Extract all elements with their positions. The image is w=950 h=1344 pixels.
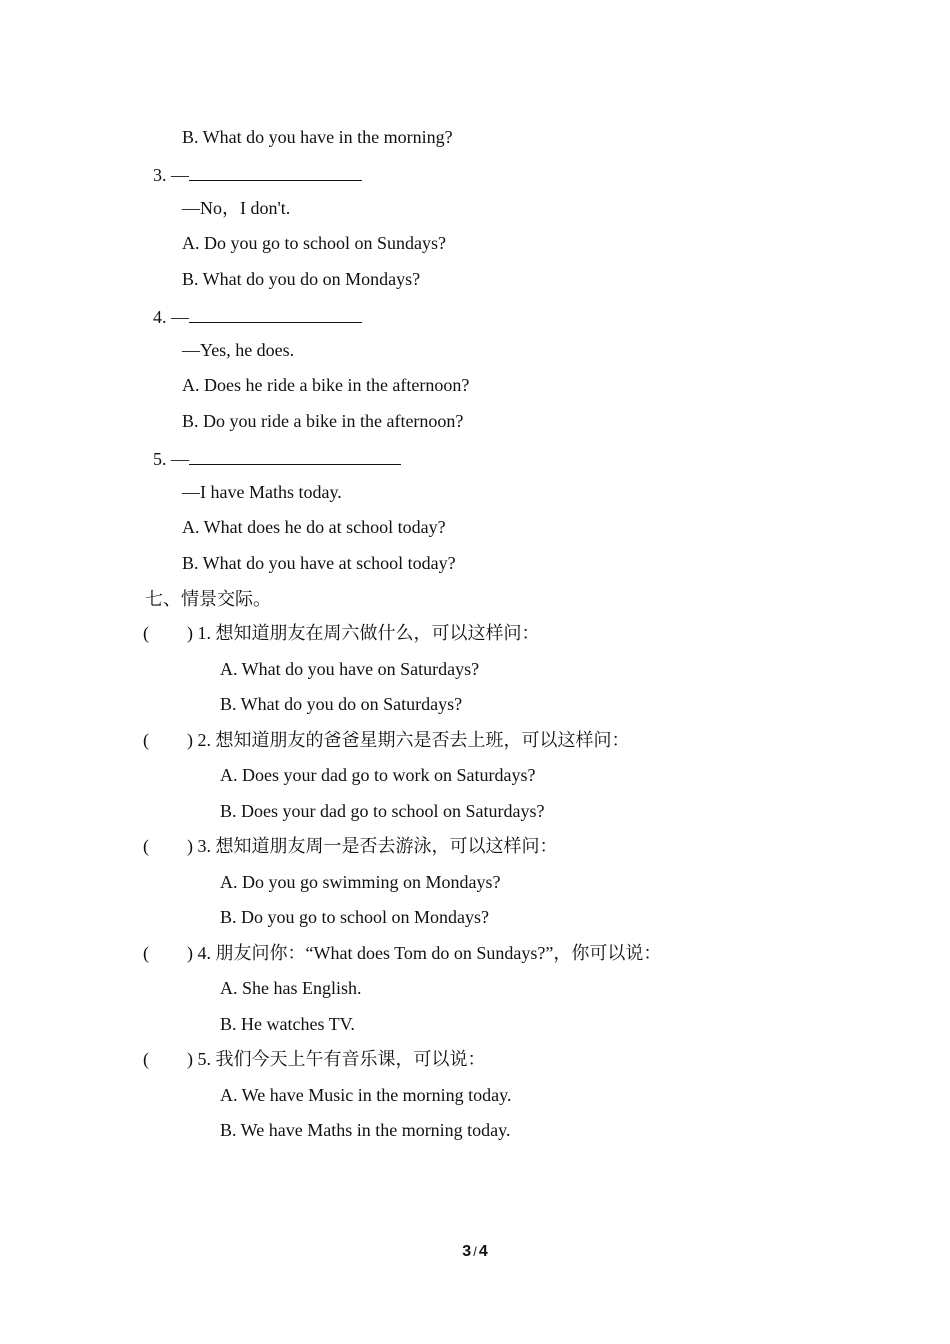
option-text: B. Do you go to school on Mondays?: [220, 907, 489, 927]
option-text: B. He watches TV.: [220, 1014, 355, 1034]
answer-blank[interactable]: [189, 446, 401, 465]
question-5: [153, 446, 401, 470]
option-text: B. We have Maths in the morning today.: [220, 1120, 511, 1140]
answer-blank[interactable]: [189, 162, 362, 181]
page-separator: /: [473, 1244, 477, 1259]
option-text: A. Does he ride a bike in the afternoon?: [182, 375, 470, 395]
section-heading: 七、情景交际。: [145, 589, 271, 609]
question-number: 3. —: [153, 165, 189, 185]
option-text: A. We have Music in the morning today.: [220, 1085, 512, 1105]
question-4: [153, 304, 362, 328]
reply-text: —I have Maths today.: [182, 482, 342, 502]
total-pages: 4: [478, 1243, 488, 1260]
question-label: ) 1. 想知道朋友在周六做什么，可以这样问：: [187, 623, 540, 643]
option-text: B. Does your dad go to school on Saturdays?: [220, 801, 545, 821]
current-page: 3: [462, 1243, 472, 1260]
answer-paren[interactable]: (: [143, 836, 149, 856]
option-text: A. Do you go swimming on Mondays?: [220, 872, 501, 892]
answer-paren[interactable]: (: [143, 730, 149, 750]
answer-paren[interactable]: (: [143, 943, 149, 963]
option-text: A. What does he do at school today?: [182, 517, 446, 537]
question-label: ) 2. 想知道朋友的爸爸星期六是否去上班，可以这样问：: [187, 730, 630, 750]
reply-text: —Yes, he does.: [182, 340, 295, 360]
option-text: A. Do you go to school on Sundays?: [182, 233, 446, 253]
option-text: B. What do you have in the morning?: [182, 127, 453, 147]
page-number: [0, 1243, 950, 1261]
answer-paren[interactable]: (: [143, 1049, 149, 1069]
option-text: A. What do you have on Saturdays?: [220, 659, 480, 679]
question-number: 4. —: [153, 307, 189, 327]
option-text: A. She has English.: [220, 978, 362, 998]
question-label: ) 4. 朋友问你：“What does Tom do on Sundays?”，你可以说：: [187, 943, 662, 963]
question-number: 5. —: [153, 449, 189, 469]
question-label: ) 3. 想知道朋友周一是否去游泳，可以这样问：: [187, 836, 558, 856]
option-text: B. What do you do on Mondays?: [182, 269, 421, 289]
option-text: A. Does your dad go to work on Saturdays?: [220, 765, 536, 785]
answer-blank[interactable]: [189, 304, 362, 323]
option-text: B. What do you do on Saturdays?: [220, 694, 463, 714]
answer-paren[interactable]: (: [143, 623, 149, 643]
question-3: [153, 162, 362, 186]
reply-text: —No，I don't.: [182, 198, 291, 218]
question-label: ) 5. 我们今天上午有音乐课，可以说：: [187, 1049, 486, 1069]
option-text: B. What do you have at school today?: [182, 553, 456, 573]
option-text: B. Do you ride a bike in the afternoon?: [182, 411, 464, 431]
